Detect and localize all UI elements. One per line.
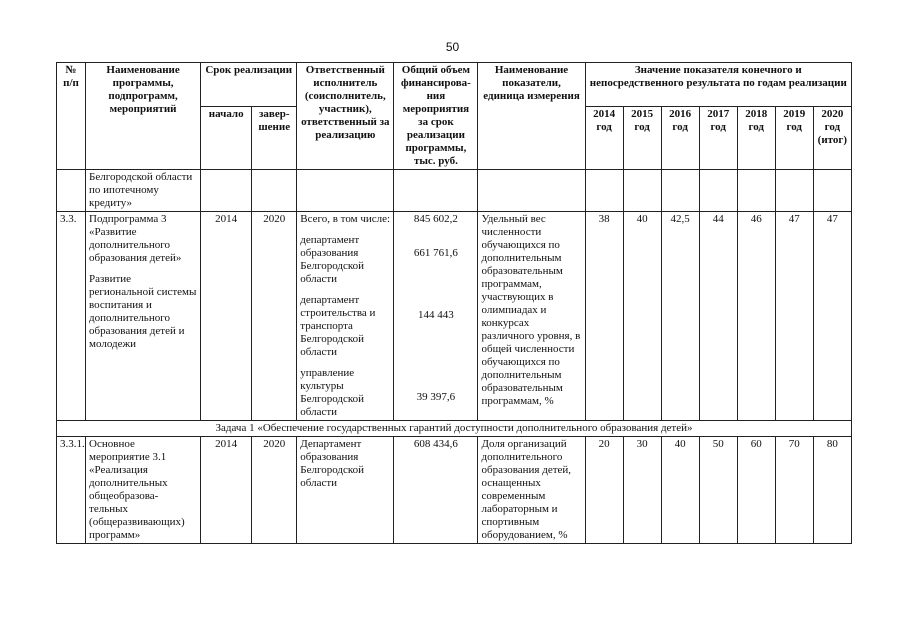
cell-value: 38 (585, 212, 623, 421)
header-year: 2015 год (623, 106, 661, 169)
header-indicator: Наименование показатели, единица измерения (478, 63, 585, 170)
cell-empty (699, 170, 737, 212)
cell-empty (297, 170, 394, 212)
cell-value: 46 (737, 212, 775, 421)
subprogram-description: Развитие региональной системы воспитания и дополнительного образования детей и молодежи (89, 273, 197, 350)
cell-start: 2014 (201, 212, 252, 421)
funding-culture: 39 397,6 (416, 391, 456, 403)
cell-empty (661, 170, 699, 212)
cell-value: 80 (813, 437, 851, 544)
table-row-3-3 (57, 212, 852, 421)
task-title: Задача 1 «Обеспечение государственных гарантий доступности дополнительного образования детей» (57, 421, 852, 437)
executor-total: Всего, в том числе: (300, 213, 391, 225)
cell-value: 47 (813, 212, 851, 421)
header-end: завер-шение (252, 106, 297, 169)
cell-empty (201, 170, 252, 212)
cell-value: 20 (585, 437, 623, 544)
cell-indicator: Доля организаций дополнительного образования детей, оснащенных современным лабораторным и спортивным оборудованием, % (478, 437, 585, 544)
cell-value: 44 (699, 212, 737, 421)
header-year: 2018 год (737, 106, 775, 169)
header-name: Наименование программы, подпрограмм, мероприятий (86, 63, 201, 170)
executor-education: департамент образования Белгородской области (300, 234, 365, 285)
cell-empty (478, 170, 585, 212)
header-year: 2014 год (585, 106, 623, 169)
task-row (57, 421, 852, 437)
cell-value: 40 (623, 212, 661, 421)
cell-value: 47 (775, 212, 813, 421)
page-number: 50 (445, 40, 460, 54)
cell-empty (585, 170, 623, 212)
header-values-group: Значение показателя конечного и непосредственного результата по годам реализации (585, 63, 851, 107)
cell-num: 3.3. (57, 212, 86, 421)
cell-name: Основное мероприятие 3.1 «Реализация дополнительных общеобразова-тельных (общеразвивающих) программ» (86, 437, 201, 544)
cell-empty (813, 170, 851, 212)
header-num: № п/п (57, 63, 86, 170)
header-row-1 (57, 63, 852, 107)
cell-empty (252, 170, 297, 212)
cell-value: 42,5 (661, 212, 699, 421)
header-year: 2019 год (775, 106, 813, 169)
cell-value: 50 (699, 437, 737, 544)
header-year: 2020 год (итог) (813, 106, 851, 169)
cell-funding: 608 434,6 (394, 437, 478, 544)
executor-culture: управление культуры Белгородской области (300, 367, 365, 418)
cell-empty (775, 170, 813, 212)
cell-start: 2014 (201, 437, 252, 544)
cell-executor: Департамент образования Белгородской области (297, 437, 394, 544)
table-row-3-3-1 (57, 437, 852, 544)
table-row-continuation (57, 170, 852, 212)
cell-funding (394, 212, 478, 421)
cell-end: 2020 (252, 437, 297, 544)
cell-name: Белгородской области по ипотечному кредиту» (86, 170, 201, 212)
cell-value: 60 (737, 437, 775, 544)
cell-value: 40 (661, 437, 699, 544)
cell-value: 70 (775, 437, 813, 544)
cell-empty (737, 170, 775, 212)
funding-total: 845 602,2 (413, 213, 458, 225)
cell-executor (297, 212, 394, 421)
cell-empty (623, 170, 661, 212)
cell-value: 30 (623, 437, 661, 544)
funding-construction: 144 443 (418, 309, 454, 321)
cell-name (86, 212, 201, 421)
header-year: 2016 год (661, 106, 699, 169)
header-year: 2017 год (699, 106, 737, 169)
cell-empty (394, 170, 478, 212)
cell-end: 2020 (252, 212, 297, 421)
program-table (56, 62, 852, 544)
header-period: Срок реализации (201, 63, 297, 107)
funding-education: 661 761,6 (413, 247, 458, 259)
header-start: начало (201, 106, 252, 169)
executor-construction: департамент строительства и транспорта Белгородской области (300, 294, 376, 358)
subprogram-title: Подпрограмма 3 «Развитие дополнительного образования детей» (89, 213, 182, 264)
cell-num: 3.3.1. (57, 437, 86, 544)
header-executor: Ответственный исполнитель (соисполнитель, участник), ответственный за реализацию (297, 63, 394, 170)
header-funding: Общий объем финансирова-ния мероприятия за срок реализации программы, тыс. руб. (394, 63, 478, 170)
cell-empty (57, 170, 86, 212)
cell-indicator: Удельный вес численности обучающихся по дополнительным образовательным программам, участвующих в олимпиадах и конкурсах различного уровня, в общей численности обучающихся по дополнительным образовательным программам, % (478, 212, 585, 421)
